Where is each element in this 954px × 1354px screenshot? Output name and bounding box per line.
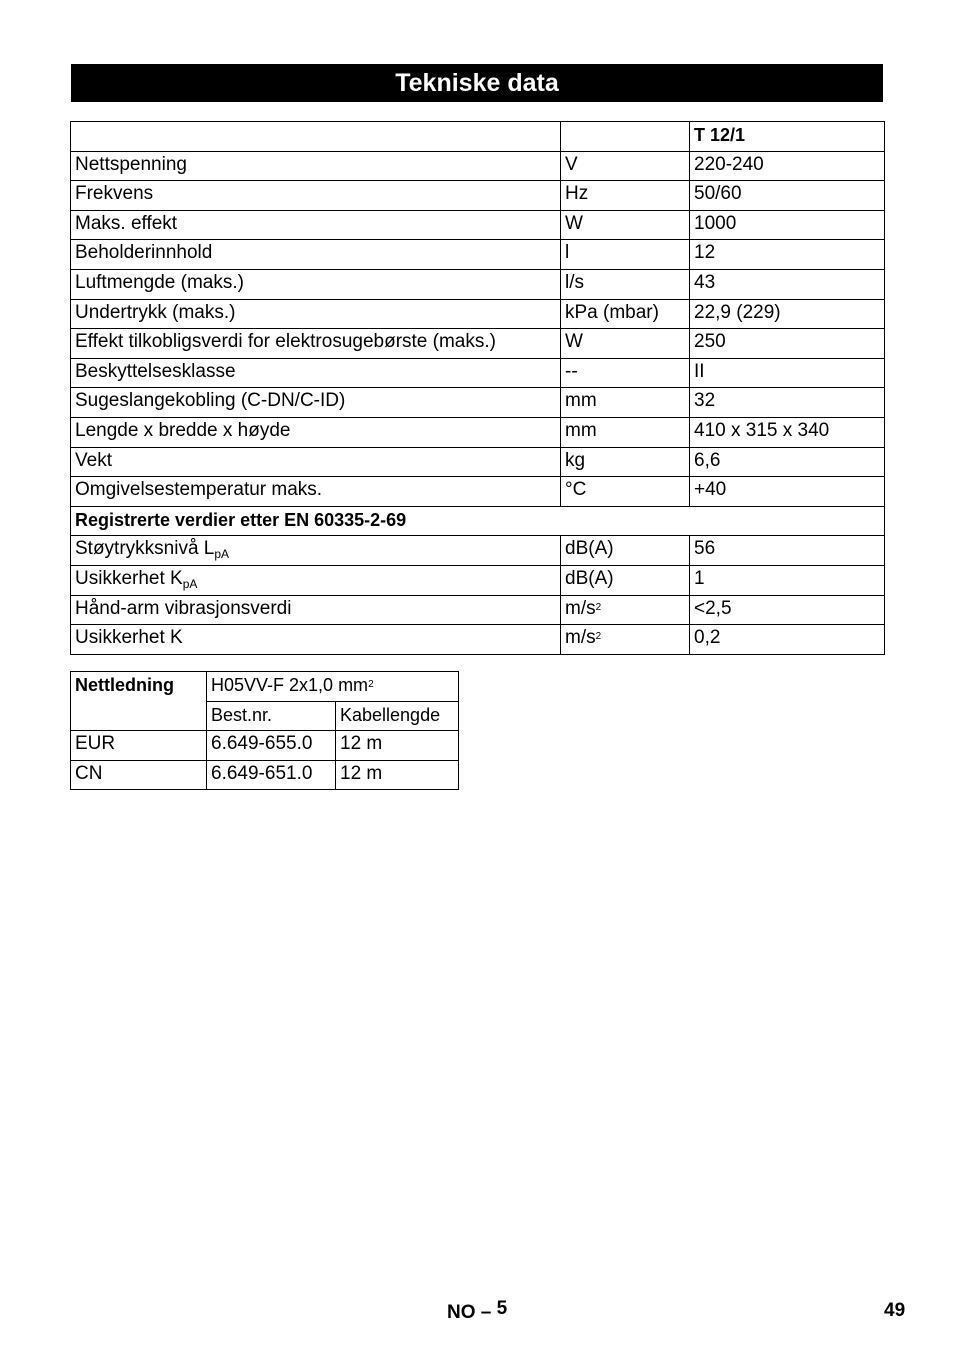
- noise-row: [71, 536, 885, 566]
- cable-type-text: H05VV-F 2x1,0 mm: [211, 675, 369, 695]
- noise-unit-text: dB(A): [565, 567, 614, 589]
- spec-table-body: [71, 122, 885, 655]
- spec-value: 43: [690, 269, 885, 299]
- noise-unit: [561, 565, 690, 595]
- spec-unit: --: [561, 358, 690, 388]
- spec-unit: Hz: [561, 181, 690, 211]
- noise-unit-text: m/s: [565, 627, 596, 649]
- footer-lang: NO –: [447, 1302, 492, 1323]
- spec-label: Luftmengde (maks.): [71, 269, 561, 299]
- spec-label: Omgivelsestemperatur maks.: [71, 477, 561, 507]
- cable-type-sup: 2: [368, 679, 374, 690]
- cable-length: 12 m: [336, 760, 459, 790]
- spec-section-row: [71, 506, 885, 536]
- noise-unit: [561, 536, 690, 566]
- spec-row: [71, 417, 885, 447]
- noise-value: 56: [690, 536, 885, 566]
- spec-unit: l: [561, 240, 690, 270]
- noise-unit-sup: 2: [595, 631, 602, 643]
- noise-label: [71, 595, 561, 625]
- cable-col-partno: Best.nr.: [207, 701, 336, 731]
- noise-label-text: Hånd-arm vibrasjonsverdi: [75, 597, 292, 619]
- spec-section-header: Registrerte verdier etter EN 60335-2-69: [71, 506, 885, 536]
- noise-unit-sup: 2: [595, 601, 602, 613]
- spec-row: [71, 151, 885, 181]
- spec-value: II: [690, 358, 885, 388]
- spec-unit: mm: [561, 417, 690, 447]
- spec-unit: V: [561, 151, 690, 181]
- cable-type: [207, 672, 459, 702]
- spec-label: Maks. effekt: [71, 210, 561, 240]
- noise-label-text: Usikkerhet K: [75, 567, 183, 589]
- cable-partno: 6.649-651.0: [207, 760, 336, 790]
- cable-table: [70, 671, 459, 790]
- page-title: Tekniske data: [71, 64, 883, 102]
- model-header: T 12/1: [690, 122, 885, 152]
- noise-label-sub: pA: [214, 547, 230, 562]
- spec-label: Beholderinnhold: [71, 240, 561, 270]
- spec-header-empty: [71, 122, 561, 152]
- footer-page-number: 49: [884, 1300, 906, 1321]
- noise-row: [71, 595, 885, 625]
- noise-value: 0,2: [690, 625, 885, 655]
- spec-unit: kg: [561, 447, 690, 477]
- spec-label: Beskyttelsesklasse: [71, 358, 561, 388]
- cable-header-row: [71, 672, 459, 702]
- spec-row: [71, 388, 885, 418]
- cable-row: [71, 731, 459, 761]
- spec-value: 32: [690, 388, 885, 418]
- footer-section: [447, 1298, 507, 1324]
- noise-label-text: Støytrykksnivå L: [75, 538, 215, 560]
- spec-value: 6,6: [690, 447, 885, 477]
- cable-table-body: [71, 672, 459, 790]
- spec-row: [71, 269, 885, 299]
- noise-unit-text: m/s: [565, 597, 596, 619]
- spec-unit: W: [561, 210, 690, 240]
- cable-partno: 6.649-655.0: [207, 731, 336, 761]
- spec-row: [71, 329, 885, 359]
- spec-value: 410 x 315 x 340: [690, 417, 885, 447]
- spec-row: [71, 299, 885, 329]
- noise-label: [71, 565, 561, 595]
- spec-row: [71, 447, 885, 477]
- spec-label: Effekt tilkobligsverdi for elektrosugebørste (maks.): [71, 329, 561, 359]
- spec-unit: kPa (mbar): [561, 299, 690, 329]
- spec-row: [71, 181, 885, 211]
- spec-unit: °C: [561, 477, 690, 507]
- spec-row: [71, 240, 885, 270]
- footer-section-page: 5: [496, 1298, 508, 1319]
- noise-value: 1: [690, 565, 885, 595]
- spec-value: +40: [690, 477, 885, 507]
- spec-value: 22,9 (229): [690, 299, 885, 329]
- spec-label: Vekt: [71, 447, 561, 477]
- cable-length: 12 m: [336, 731, 459, 761]
- spec-label: Undertrykk (maks.): [71, 299, 561, 329]
- spec-value: 12: [690, 240, 885, 270]
- noise-row: [71, 625, 885, 655]
- noise-unit: [561, 595, 690, 625]
- spec-header-row: [71, 122, 885, 152]
- noise-row: [71, 565, 885, 595]
- cable-col-length: Kabellengde: [336, 701, 459, 731]
- spec-unit: mm: [561, 388, 690, 418]
- spec-label: Sugeslangekobling (C-DN/C-ID): [71, 388, 561, 418]
- cable-region: CN: [71, 760, 207, 790]
- spec-row: [71, 210, 885, 240]
- spec-header-empty-unit: [561, 122, 690, 152]
- spec-label: Lengde x bredde x høyde: [71, 417, 561, 447]
- spec-value: 1000: [690, 210, 885, 240]
- noise-label-sub: pA: [182, 576, 198, 591]
- cable-region: EUR: [71, 731, 207, 761]
- noise-label-text: Usikkerhet K: [75, 627, 183, 649]
- noise-unit: [561, 625, 690, 655]
- spec-row: [71, 477, 885, 507]
- noise-value: <2,5: [690, 595, 885, 625]
- cable-row: [71, 760, 459, 790]
- spec-row: [71, 358, 885, 388]
- spec-label: Nettspenning: [71, 151, 561, 181]
- spec-table: [70, 121, 885, 655]
- spec-label: Frekvens: [71, 181, 561, 211]
- noise-label: [71, 536, 561, 566]
- spec-value: 220-240: [690, 151, 885, 181]
- noise-unit-text: dB(A): [565, 538, 614, 560]
- noise-label: [71, 625, 561, 655]
- spec-unit: l/s: [561, 269, 690, 299]
- spec-value: 50/60: [690, 181, 885, 211]
- spec-unit: W: [561, 329, 690, 359]
- cable-label: Nettledning: [71, 672, 207, 731]
- spec-value: 250: [690, 329, 885, 359]
